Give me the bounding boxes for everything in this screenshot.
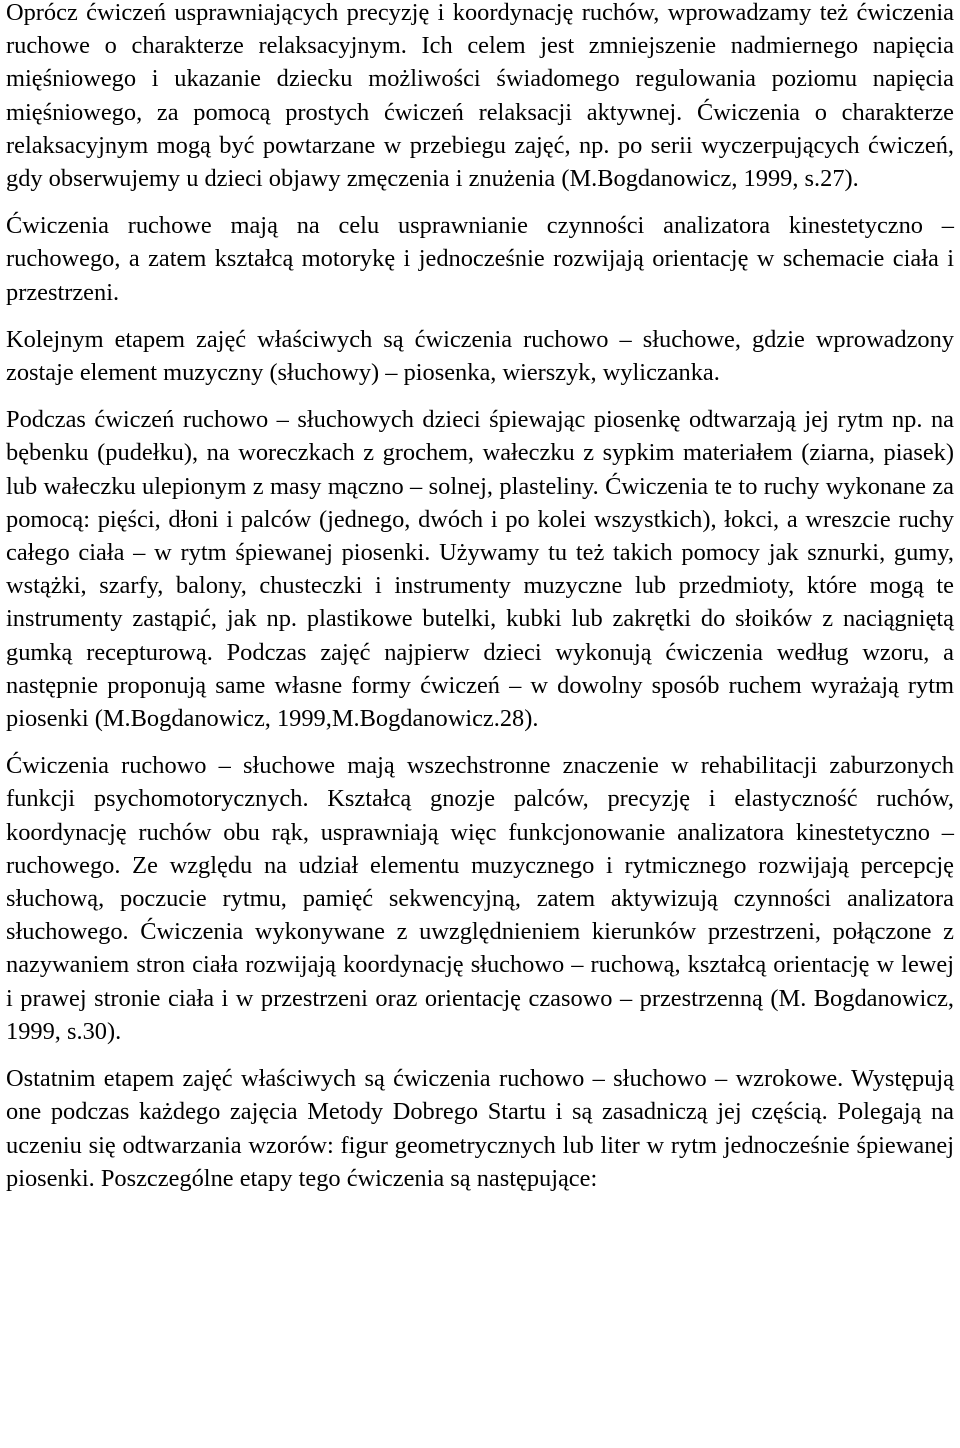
paragraph-relaxation-exercises: Oprócz ćwiczeń usprawniających precyzję i koordynację ruchów, wprowadzamy też ćwiczenia ruchowe o charakterze relaksacyjnym. Ich celem jest zmniejszenie nadmiernego napięcia mięśniowego i ukazanie dziecku możliwości świadomego regulowania poziomu napięcia mięśniowego, za pomocą prostych ćwiczeń relaksacji aktywnej. Ćwiczenia o charakterze relaksacyjnym mogą być powtarzane w przebiegu zajęć, np. po serii wyczerpujących ćwiczeń, gdy obserwujemy u dzieci objawy zmęczenia i znużenia (M.Bogdanowicz, 1999, s.27). bbox=[6, 0, 954, 193]
paragraph-movement-exercises: Ćwiczenia ruchowe mają na celu usprawnianie czynności analizatora kinestetyczno – ruchowego, a zatem kształcą motorykę i jednocześnie rozwijają orientację w schemacie ciała i przestrzeni. bbox=[6, 212, 954, 306]
paragraph-rhythm-reproduction: Podczas ćwiczeń ruchowo – słuchowych dzieci śpiewając piosenkę odtwarzają jej rytm np. na bębenku (pudełku), na woreczkach z grochem, wałeczku z sypkim materiałem (ziarna, piasek) lub wałeczku ulepionym z masy mączno – solnej, plasteliny. Ćwiczenia te to ruchy wykonane za pomocą: pięści, dłoni i palców (jednego, dwóch i po kolei wszystkich), łokci, a wreszcie ruchy całego ciała – w rytm śpiewanej piosenki. Używamy tu też takich pomocy jak sznurki, gumy, wstążki, szarfy, balony, chusteczki i instrumenty muzyczne lub przedmioty, które mogą te instrumenty zastąpić, jak np. plastikowe butelki, kubki lub zakrętki do słoików z naciągniętą gumką recepturową. Podczas zajęć najpierw dzieci wykonują ćwiczenia według wzoru, a następnie proponują same własne formy ćwiczeń – w dowolny sposób ruchem wyrażają rytm piosenki (M.Bogdanowicz, 1999,M.Bogdanowicz.28). bbox=[6, 406, 954, 733]
paragraph-movement-auditory-stage: Kolejnym etapem zajęć właściwych są ćwiczenia ruchowo – słuchowe, gdzie wprowadzony zostaje element muzyczny (słuchowy) – piosenka, wierszyk, wyliczanka. bbox=[6, 325, 954, 387]
paragraph-rehabilitation-significance: Ćwiczenia ruchowo – słuchowe mają wszechstronne znaczenie w rehabilitacji zaburzonych funkcji psychomotorycznych. Kształcą gnozje palców, precyzję i elastyczność ruchów, koordynację ruchów obu rąk, usprawniają więc funkcjonowanie analizatora kinestetyczno – ruchowego. Ze względu na udział elementu muzycznego i rytmicznego rozwijają percepcję słuchową, poczucie rytmu, pamięć sekwencyjną, zatem aktywizują czynności analizatora słuchowego. Ćwiczenia wykonywane z uwzględnieniem kierunków przestrzeni, połączone z nazywaniem stron ciała rozwijają koordynację słuchowo – ruchową, kształcą orientację w lewej i prawej stronie ciała i w przestrzeni oraz orientację czasowo – przestrzenną (M. Bogdanowicz, 1999, s.30). bbox=[6, 752, 954, 1045]
paragraph-final-stage: Ostatnim etapem zajęć właściwych są ćwiczenia ruchowo – słuchowo – wzrokowe. Występują one podczas każdego zajęcia Metody Dobrego Startu i są zasadniczą jej częścią. Polegają na uczeniu się odtwarzania wzorów: figur geometrycznych lub liter w rytm jednocześnie śpiewanej piosenki. Poszczególne etapy tego ćwiczenia są następujące: bbox=[6, 1065, 954, 1192]
